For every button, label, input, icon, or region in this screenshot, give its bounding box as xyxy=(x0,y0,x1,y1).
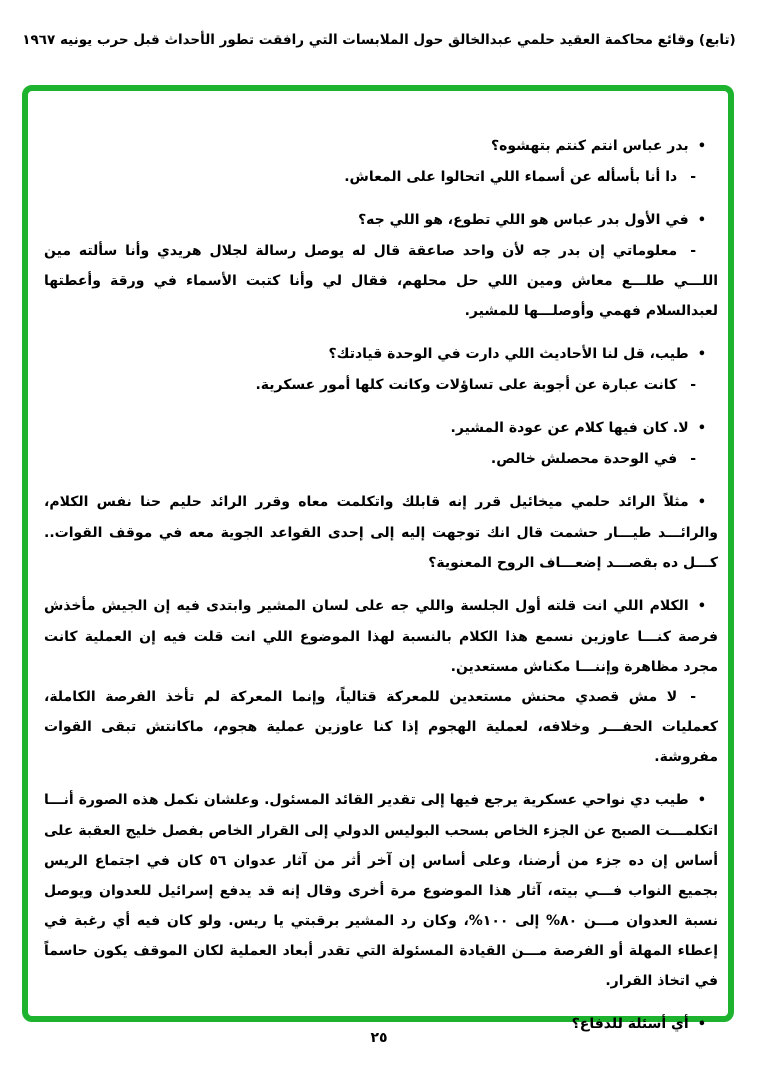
answer-text: دا أنا بأسأله عن أسماء اللي اتحالوا على المعاش. xyxy=(344,169,678,185)
qa-group xyxy=(44,591,718,772)
qa-group xyxy=(44,785,718,996)
answer-line xyxy=(44,682,718,772)
answer-line xyxy=(44,162,718,192)
bullet-icon: • xyxy=(697,599,706,614)
dash-icon: - xyxy=(690,451,696,467)
qa-group xyxy=(44,413,718,474)
qa-group xyxy=(44,487,718,578)
page-number: ٢٥ xyxy=(370,1030,388,1046)
question-text: طيب دي نواحي عسكرية يرجع فيها إلى تقدير القائد المسئول. وعلشان نكمل هذه الصورة أنـــا اتكلمـــت الصبح عن الجزء الخاص بسحب البوليس الدولي إلى القرار الخاص بفصل خليج العقبة على أساس إن ده جزء من أرضنا، وعلى أساس إن آخر أثر من آثار عدوان ٥٦ كان في اجتماع الريس بجميع النواب فـــي بيته، آثار هذا الموضوع مرة أخرى وقال إنه قد يدفع إسرائيل للعدوان ويوصل نسبة العدوان مـــن ٨٠% إلى ١٠٠%، وكان رد المشير برقبتي يا ريس. ولو كان فيه أي رغبة في إعطاء المهلة أو الفرصة مـــن القيادة المسئولة التي تقدر أبعاد العملية لكان الموقف يكون حاسماً في اتخاذ القرار. xyxy=(44,792,718,989)
answer-text: في الوحدة محصلش خالص. xyxy=(490,451,678,467)
transcript-list xyxy=(44,131,718,1053)
question-line xyxy=(44,205,718,236)
answer-text: كانت عبارة عن أجوبة على تساؤلات وكانت كلها أمور عسكرية. xyxy=(255,377,678,393)
dash-icon: - xyxy=(690,243,696,259)
qa-group xyxy=(44,339,718,400)
page-header-title: (تابع) وقائع محاكمة العقيد حلمي عبدالخالق حول الملابسات التي رافقت تطور الأحداث قبل حرب يونيه ١٩٦٧ xyxy=(22,32,736,48)
question-line xyxy=(44,785,718,996)
dash-icon: - xyxy=(690,377,696,393)
answer-text: معلوماتي إن بدر جه لأن واحد صاعقة قال له يوصل رسالة لجلال هريدي وأنا سألته مين اللـــي طلـــع معاش ومين اللي حل محلهم، فقال لي وأنا كتبت الأسماء في ورقة وأعطتها لعبدالسلام فهمي وأوصلـــها للمشير. xyxy=(44,243,718,319)
dash-icon: - xyxy=(690,689,696,705)
question-line xyxy=(44,487,718,578)
bullet-icon: • xyxy=(697,495,706,510)
question-text: مثلاً الرائد حلمي ميخائيل قرر إنه قابلك واتكلمت معاه وقرر الرائد حليم حنا نفس الكلام، والرائـــد طيـــار حشمت قال انك توجهت إليه إلى إحدى القواعد الجوية معه في موقف القوات.. كـــل ده بقصـــد إضعـــاف الروح المعنوية؟ xyxy=(44,494,718,571)
question-text: طيب، قل لنا الأحاديث اللي دارت في الوحدة قيادتك؟ xyxy=(328,346,689,362)
answer-line xyxy=(44,444,718,474)
qa-group xyxy=(44,205,718,326)
green-border-frame xyxy=(22,85,734,1032)
question-text: بدر عباس انتم كنتم بتهشوه؟ xyxy=(491,138,689,154)
qa-group xyxy=(44,131,718,192)
question-text: في الأول بدر عباس هو اللي تطوع، هو اللي جه؟ xyxy=(358,212,689,228)
bullet-icon: • xyxy=(697,347,706,362)
bullet-icon: • xyxy=(697,139,706,154)
question-line xyxy=(44,413,718,444)
bullet-icon: • xyxy=(697,421,706,436)
answer-text: لا مش قصدي محنش مستعدين للمعركة قتالياً، وإنما المعركة لم تأخذ الفرصة الكاملة، كعمليات الحفـــر وخلافه، لعملية الهجوم إذا كنا عاوزين عملية هجوم، ماكانتش تبقى القوات مفروشة. xyxy=(44,689,718,765)
bullet-icon: • xyxy=(697,213,706,228)
question-line xyxy=(44,339,718,370)
question-line xyxy=(44,131,718,162)
bullet-icon: • xyxy=(697,1017,706,1032)
bullet-icon: • xyxy=(697,793,706,808)
question-text: لا. كان فيها كلام عن عودة المشير. xyxy=(450,420,689,436)
answer-line xyxy=(44,370,718,400)
question-text: أي أسئلة للدفاع؟ xyxy=(571,1016,689,1032)
question-line xyxy=(44,591,718,682)
question-text: الكلام اللي انت قلته أول الجلسة واللي جه على لسان المشير وابتدى فيه إن الجيش مأخذش فرصة كنـــا عاوزين نسمع هذا الكلام بالنسبة لهذا الموضوع اللي انت قلت فيه إن العملية كانت مجرد مظاهرة وإننـــا مكناش مستعدين. xyxy=(44,598,718,675)
dash-icon: - xyxy=(690,169,696,185)
answer-line xyxy=(44,236,718,326)
